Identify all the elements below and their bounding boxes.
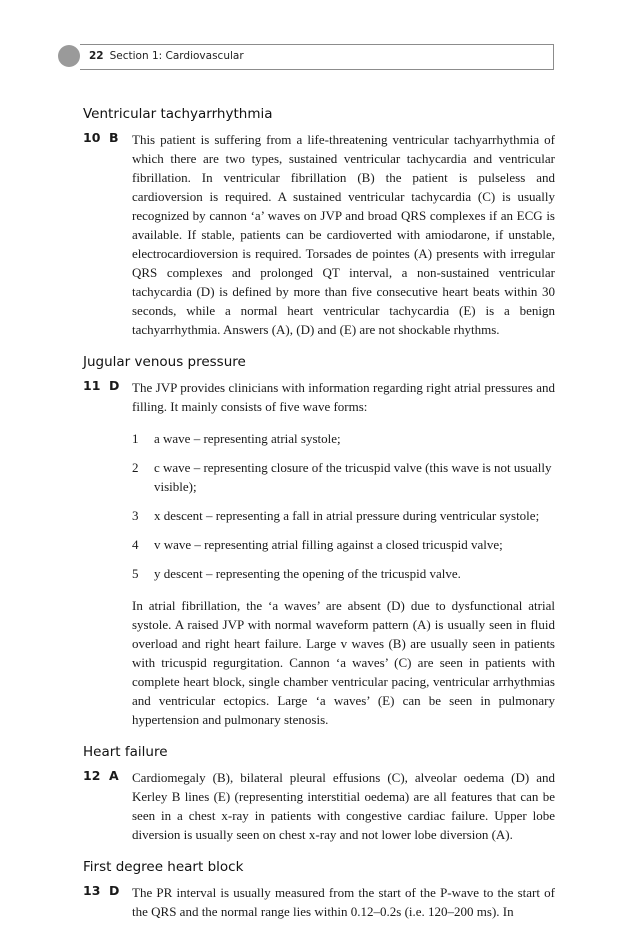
page-number: 22 [89,50,104,62]
header-box [80,44,554,70]
list-text: a wave – representing atrial systole; [154,431,341,446]
header-dot [58,45,80,67]
answer-block [83,768,555,844]
explanation-text: Cardiomegaly (B), bilateral pleural effusions (C), alveolar oedema (D) and Kerley B lines (E) (representing interstitial oedema) are all features that can be seen in a chest x-ray in patients with congestive cardiac failure. Upper lobe diversion is usually seen on chest x-ray and not lower lobe diversion (A). [132,770,555,842]
list-item [132,458,555,496]
section-heading: Heart failure [83,744,168,760]
question-number: 10 [83,130,101,145]
list-text: x descent – representing a fall in atrial pressure during ventricular systole; [154,508,540,523]
list-item [132,535,555,554]
answer-letter: D [109,378,120,393]
list-text: v wave – representing atrial filling against a closed tricuspid valve; [154,537,503,552]
question-number: 11 [83,378,101,393]
question-number: 13 [83,883,101,898]
answer-letter: B [109,130,119,145]
answer-block [83,883,555,921]
answer-letter: A [109,768,119,783]
explanation-text: This patient is suffering from a life-threatening ventricular tachyarrhythmia of which there are two types, sustained ventricular tachycardia and ventricular fibrillation. In ventricular fibrillation (B) the patient is pulseless and cardioversion is required. A sustained ventricular tachycardia (C) is usually recognized by cannon ‘a’ waves on JVP and broad QRS complexes if an ECG is available. If stable, patients can be cardioverted with amiodarone, if unstable, electrocardioversion is required. Torsades de pointes (A) presents with irregular QRS complexes and prolonged QT interval, a non-sustained ventricular tachycardia (D) is defined by more than five consecutive heart beats within 30 seconds, while a normal heart ventricular tachycardia (E) is a benign tachyarrhythmia. Answers (A), (D) and (E) are not shockable rhythms. [132,132,555,337]
answer-block [83,378,555,729]
running-header [89,50,244,62]
explanation-text: In atrial fibrillation, the ‘a waves’ are absent (D) due to dysfunctional atrial systole. A raised JVP with normal waveform pattern (A) is usually seen in fluid overload and right heart failure. Large v waves (B) are usually seen in patients with tricuspid regurgitation. Cannon ‘a waves’ (C) are seen in patients with complete heart block, single chamber ventricular pacing, ventricular arrhythmias and ventricular ectopics. Large ‘a waves’ (E) can be seen in pulmonary hypertension and pulmonary stenosis. [132,598,555,727]
section-heading: Ventricular tachyarrhythmia [83,106,273,122]
list-number: 5 [132,566,139,581]
question-number: 12 [83,768,101,783]
wave-list [132,429,555,583]
section-heading: First degree heart block [83,859,244,875]
page-header [58,44,554,70]
page-content [83,106,555,936]
list-number: 2 [132,460,139,475]
list-text: c wave – representing closure of the tricuspid valve (this wave is not usually visible); [154,460,552,494]
list-number: 3 [132,508,139,523]
answer-block [83,130,555,339]
list-item [132,506,555,525]
explanation-text: The PR interval is usually measured from the start of the P-wave to the start of the QRS and the normal range lies within 0.12–0.2s (i.e. 120–200 ms). In [132,885,555,919]
section-heading: Jugular venous pressure [83,354,246,370]
list-item [132,429,555,448]
running-title: Section 1: Cardiovascular [109,50,244,62]
explanation-intro: The JVP provides clinicians with information regarding right atrial pressures and filling. It mainly consists of five wave forms: [132,380,555,414]
answer-letter: D [109,883,120,898]
list-number: 4 [132,537,139,552]
list-text: y descent – representing the opening of the tricuspid valve. [154,566,461,581]
list-number: 1 [132,431,139,446]
list-item [132,564,555,583]
